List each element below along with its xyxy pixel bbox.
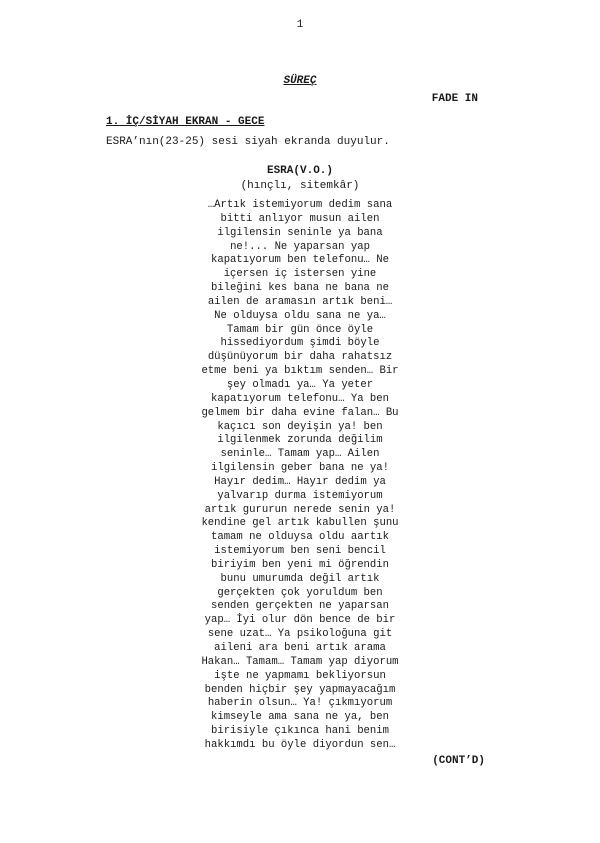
dialogue-line: hissediyordum şimdi böyle [220,337,380,350]
dialogue-line: senden gerçekten ne yaparsan [210,600,389,613]
dialogue-line: birisiyle çıkınca hani benim [210,725,389,738]
dialogue-line: Hakan… Tamam… Tamam yap diyorum [201,655,399,668]
dialogue-line: Ne olduysa oldu sana ne ya… [214,309,386,322]
dialogue-line: haberin olsun… Ya! çıkmıyorum [207,697,393,710]
dialogue-line: Hayır dedim… Hayır dedim ya [214,475,386,488]
dialogue-line: ilgilenmek zorunda değilim [217,434,383,447]
page-number: 1 [296,19,304,31]
dialogue-line: biriyim ben yeni mi öğrendin [210,558,389,571]
dialogue-line: kapatıyorum ben telefonu… Ne [210,254,389,267]
dialogue-line: Tamam bir gün önce öyle [226,323,374,336]
dialogue-line: bitti anlıyor musun ailen [220,212,380,225]
dialogue-line: düşünüyorum bir daha rahatsız [207,351,393,364]
dialogue-line: içersen iç istersen yine [223,268,377,281]
dialogue-line: ne!... Ne yaparsan yap [230,240,370,253]
dialogue-line: ilgilensin geber bana ne ya! [210,462,389,475]
dialogue-line: seninle… Tamam yap… Ailen [220,448,380,461]
dialogue-block [180,199,420,753]
dialogue-line: aileni ara beni artık arama [214,642,386,654]
dialogue-line: benden hiçbir şey yapmayacağım [204,683,396,696]
dialogue-line: yalvarıp durma istemiyorum [217,489,383,502]
dialogue-line: kendine gel artık kabullen şunu [201,517,399,530]
action-line: ESRA’nın(23-25) sesi siyah ekranda duyulur. [106,136,390,148]
scene-heading: 1. İÇ/SİYAH EKRAN - GECE [106,116,265,128]
dialogue-line: gelmem bir daha evine falan… Bu [201,406,399,419]
dialogue-line: ailen de aramasın artık beni… [207,295,393,308]
dialogue-line: kapatıyorum telefonu… Ya ben [210,392,389,405]
dialogue-line: yap… İyi olur dön bence de bir [204,614,396,627]
dialogue-line: istemiyorum ben seni bencil [214,545,386,558]
dialogue-line: sene uzat… Ya psikoloğuna git [207,628,393,641]
dialogue-line: gerçekten çok yoruldum ben [217,586,383,599]
dialogue-line: artık gururun nerede senin ya! [204,503,396,516]
dialogue-line: ilgilensin seninle ya bana [217,226,383,239]
page-title: SÜREÇ [283,75,317,87]
continued-marker: (CONT’D) [432,755,485,767]
dialogue-line: hakkımdı bu öyle diyordun sen… [204,738,396,751]
dialogue-line: etme beni ya bıktım senden… Bir [201,365,399,378]
parenthetical: (hınçlı, sitemkâr) [240,180,360,192]
dialogue-line: işte ne yapmamı bekliyorsun [214,669,386,682]
dialogue-line: tamam ne olduysa oldu aartık [210,531,389,544]
dialogue-line: bileğini kes bana ne bana ne [210,282,389,295]
dialogue-line: kimseyle ama sana ne ya, ben [210,711,389,724]
dialogue-line: bunu umurumda değil artık [220,572,380,585]
character-name: ESRA(V.O.) [266,165,333,177]
transition: FADE IN [431,93,478,105]
dialogue-line: …Artık istemiyorum dedim sana [207,199,393,211]
dialogue-line: şey olmadı ya… Ya yeter [226,378,374,391]
dialogue-line: kaçıcı son deyişin ya! ben [217,420,383,433]
